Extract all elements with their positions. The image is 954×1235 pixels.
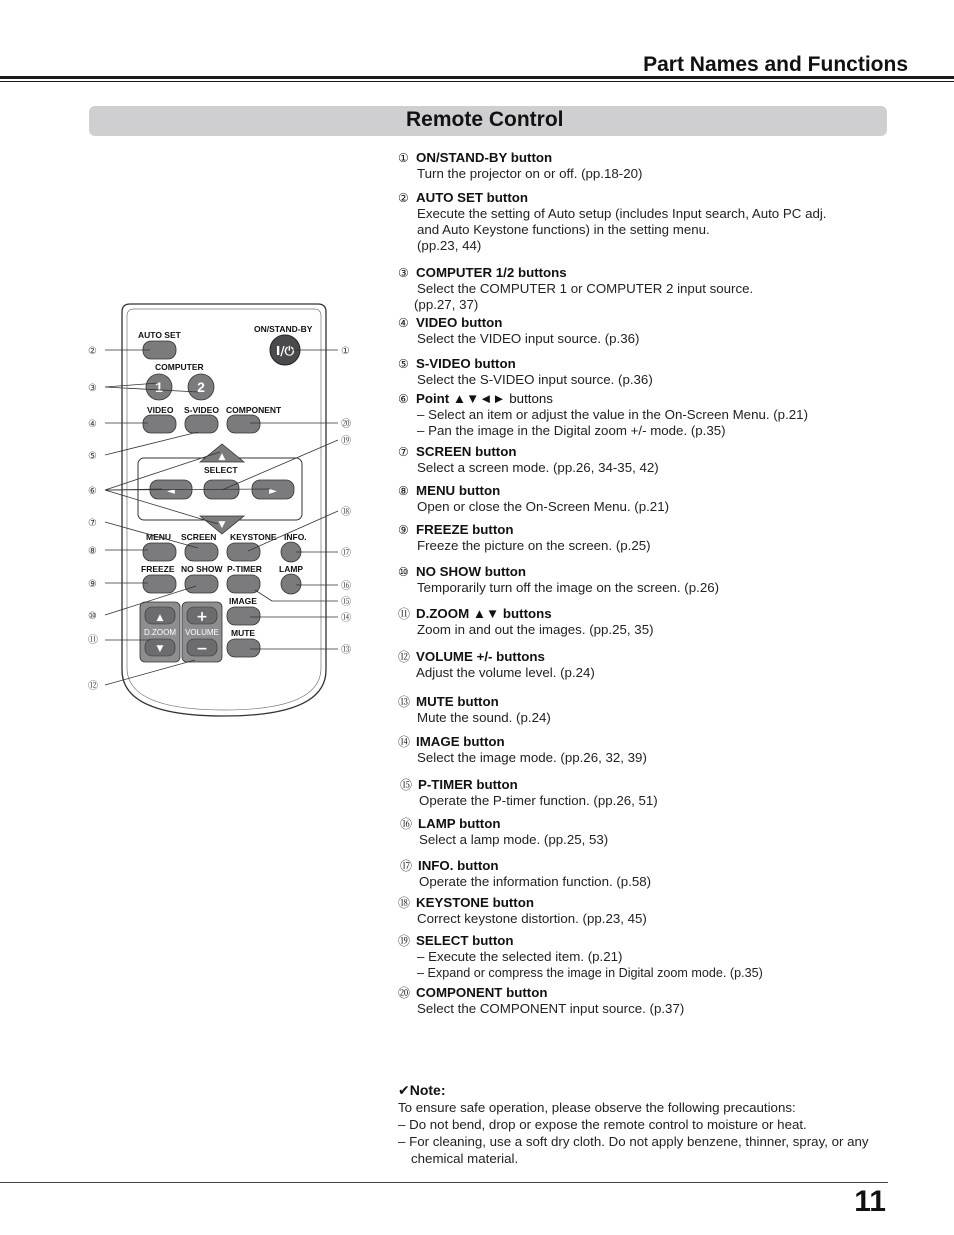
callout-4: ④ bbox=[88, 419, 97, 430]
no-show-button bbox=[185, 575, 218, 593]
lamp-label: LAMP bbox=[279, 564, 304, 574]
note-bullet-2: – For cleaning, use a soft dry cloth. Do not apply benzene, thinner, spray, or any chemical material. bbox=[398, 1134, 869, 1166]
item-menu bbox=[398, 483, 669, 515]
point-right-icon: ► bbox=[269, 486, 277, 497]
auto-set-label: AUTO SET bbox=[138, 330, 181, 340]
component-label: COMPONENT bbox=[226, 405, 282, 415]
item-number: ⑯ bbox=[400, 817, 413, 831]
item-number: ① bbox=[398, 151, 409, 165]
item-text: Zoom in and out the images. (pp.25, 35) bbox=[417, 622, 654, 637]
power-icon: I/⏻ bbox=[275, 344, 295, 358]
callout-17: ⑰ bbox=[341, 548, 351, 559]
keystone-button bbox=[227, 543, 260, 561]
item-screen bbox=[398, 444, 659, 476]
info-label: INFO. bbox=[284, 532, 307, 542]
item-number: ③ bbox=[398, 266, 409, 280]
p-timer-label: P-TIMER bbox=[227, 564, 262, 574]
item-text: – Pan the image in the Digital zoom +/- mode. (p.35) bbox=[417, 423, 726, 438]
item-text: COMPUTER 1/2 buttons bbox=[416, 265, 567, 280]
component-button bbox=[227, 415, 260, 433]
item-text: (pp.23, 44) bbox=[417, 238, 482, 253]
item-heading bbox=[398, 444, 659, 460]
callout-16: ⑯ bbox=[341, 581, 351, 592]
lamp-button bbox=[281, 574, 301, 594]
callout-20: ⑳ bbox=[341, 419, 351, 430]
callout-8: ⑧ bbox=[88, 546, 97, 557]
page-title: Remote Control bbox=[406, 108, 564, 131]
callout-12: ⑫ bbox=[88, 681, 98, 692]
item-s-video bbox=[398, 356, 653, 388]
item-heading bbox=[398, 694, 551, 710]
item-text: Turn the projector on or off. (pp.18-20) bbox=[417, 166, 643, 181]
d-zoom-up-icon: ▲ bbox=[156, 613, 164, 623]
volume-minus-icon: − bbox=[196, 641, 208, 657]
item-text: Freeze the picture on the screen. (p.25) bbox=[417, 538, 651, 553]
item-image bbox=[398, 734, 647, 766]
callout-18: ⑱ bbox=[341, 507, 351, 518]
item-text: (pp.27, 37) bbox=[414, 297, 479, 312]
item-text: VOLUME +/- buttons bbox=[416, 649, 545, 664]
menu-label: MENU bbox=[146, 532, 172, 542]
s-video-button bbox=[185, 415, 218, 433]
item-number: ⑩ bbox=[398, 565, 409, 579]
callout-9: ⑨ bbox=[88, 579, 97, 590]
volume-label: VOLUME bbox=[185, 628, 219, 637]
item-heading bbox=[398, 315, 639, 331]
section-header: Part Names and Functions bbox=[643, 53, 908, 76]
image-button bbox=[227, 607, 260, 625]
video-button bbox=[143, 415, 176, 433]
item-text: Open or close the On-Screen Menu. (p.21) bbox=[417, 499, 670, 514]
image-label: IMAGE bbox=[229, 596, 257, 606]
item-keystone bbox=[398, 895, 647, 927]
item-text: MUTE button bbox=[416, 694, 499, 709]
item-number: ⑪ bbox=[398, 607, 411, 621]
item-text: Select a screen mode. (pp.26, 34-35, 42) bbox=[417, 460, 659, 475]
callout-2: ② bbox=[88, 346, 97, 357]
item-freeze bbox=[398, 522, 651, 554]
freeze-button bbox=[143, 575, 176, 593]
item-number: ⑧ bbox=[398, 484, 409, 498]
item-text: Select the image mode. (pp.26, 32, 39) bbox=[417, 750, 647, 765]
item-select bbox=[398, 933, 763, 981]
item-text: and Auto Keystone functions) in the setting menu. bbox=[417, 222, 710, 237]
item-number: ② bbox=[398, 191, 409, 205]
item-heading bbox=[398, 356, 653, 372]
callout-15: ⑮ bbox=[341, 597, 351, 608]
callout-11: ⑪ bbox=[88, 635, 98, 646]
item-heading bbox=[398, 933, 763, 949]
item-text: buttons bbox=[505, 391, 553, 406]
item-heading bbox=[398, 895, 647, 911]
keystone-label: KEYSTONE bbox=[230, 532, 277, 542]
item-number: ⑥ bbox=[398, 392, 409, 406]
item-text: P-TIMER button bbox=[418, 777, 518, 792]
note-title: ✔Note: bbox=[398, 1082, 446, 1098]
item-component bbox=[398, 985, 684, 1017]
item-heading bbox=[398, 734, 647, 750]
callout-10: ⑩ bbox=[88, 611, 97, 622]
item-on-standby bbox=[398, 150, 642, 182]
item-text: FREEZE button bbox=[416, 522, 514, 537]
item-computer bbox=[398, 265, 753, 313]
item-text: Operate the information function. (p.58) bbox=[419, 874, 652, 889]
callout-6: ⑥ bbox=[88, 486, 97, 497]
mute-button bbox=[227, 639, 260, 657]
item-text: MENU button bbox=[416, 483, 501, 498]
item-heading bbox=[398, 985, 684, 1001]
item-text: – Expand or compress the image in Digital zoom mode. (p.35) bbox=[417, 966, 763, 980]
freeze-label: FREEZE bbox=[141, 564, 175, 574]
item-text: Correct keystone distortion. (pp.23, 45) bbox=[417, 911, 647, 926]
item-number: ④ bbox=[398, 316, 409, 330]
item-heading bbox=[398, 606, 654, 622]
menu-button bbox=[143, 543, 176, 561]
item-lamp bbox=[400, 816, 608, 848]
callout-3: ③ bbox=[88, 383, 97, 394]
item-heading bbox=[398, 564, 719, 580]
point-up-icon: ▲ bbox=[218, 452, 226, 462]
item-number: ⑲ bbox=[398, 934, 411, 948]
point-down-icon: ▼ bbox=[218, 520, 226, 530]
item-text: Mute the sound. (p.24) bbox=[417, 710, 551, 725]
item-text: ON/STAND-BY button bbox=[416, 150, 553, 165]
computer-2-digit: 2 bbox=[197, 379, 205, 395]
item-heading bbox=[398, 190, 827, 206]
volume-plus-icon: + bbox=[196, 609, 208, 625]
item-number: ⑫ bbox=[398, 650, 411, 664]
item-text: Point ▲▼◄► bbox=[416, 391, 506, 406]
item-text: – Execute the selected item. (p.21) bbox=[417, 949, 623, 964]
d-zoom-down-icon: ▼ bbox=[156, 644, 164, 654]
note-intro: To ensure safe operation, please observe the following precautions: bbox=[398, 1100, 796, 1115]
item-heading bbox=[400, 816, 608, 832]
item-text: SELECT button bbox=[416, 933, 514, 948]
item-text: Select the S-VIDEO input source. (p.36) bbox=[417, 372, 653, 387]
note-bullet-1: – Do not bend, drop or expose the remote control to moisture or heat. bbox=[398, 1117, 807, 1132]
item-text: – Select an item or adjust the value in the On-Screen Menu. (p.21) bbox=[417, 407, 808, 422]
item-heading bbox=[398, 522, 651, 538]
item-number: ⑨ bbox=[398, 523, 409, 537]
item-text: Operate the P-timer function. (pp.26, 51) bbox=[419, 793, 658, 808]
item-heading bbox=[400, 777, 658, 793]
item-heading bbox=[398, 391, 808, 407]
item-text: KEYSTONE button bbox=[416, 895, 534, 910]
item-number: ⑳ bbox=[398, 986, 411, 1000]
item-text: COMPONENT button bbox=[416, 985, 548, 1000]
item-heading bbox=[398, 649, 595, 665]
on-standby-label: ON/STAND-BY bbox=[254, 324, 313, 334]
computer-label: COMPUTER bbox=[155, 362, 204, 372]
callout-14: ⑭ bbox=[341, 613, 351, 624]
item-text: Select a lamp mode. (pp.25, 53) bbox=[419, 832, 609, 847]
point-left-icon: ◄ bbox=[167, 486, 175, 497]
item-p-timer bbox=[400, 777, 658, 809]
select-label: SELECT bbox=[204, 465, 238, 475]
computer-1-digit: 1 bbox=[155, 379, 163, 395]
callout-19: ⑲ bbox=[341, 436, 351, 447]
item-number: ⑰ bbox=[400, 859, 413, 873]
item-number: ⑱ bbox=[398, 896, 411, 910]
item-video bbox=[398, 315, 639, 347]
item-volume bbox=[398, 649, 595, 681]
item-text: LAMP button bbox=[418, 816, 501, 831]
item-text: IMAGE button bbox=[416, 734, 505, 749]
footer-rule bbox=[0, 1182, 888, 1183]
item-heading bbox=[398, 150, 642, 166]
item-number: ⑬ bbox=[398, 695, 411, 709]
item-text: NO SHOW button bbox=[416, 564, 527, 579]
item-text: Select the COMPUTER 1 or COMPUTER 2 input source. bbox=[417, 281, 754, 296]
item-info bbox=[400, 858, 651, 890]
page-number: 11 bbox=[854, 1185, 886, 1218]
item-heading bbox=[400, 858, 651, 874]
item-text: VIDEO button bbox=[416, 315, 503, 330]
item-heading bbox=[398, 483, 669, 499]
screen-label: SCREEN bbox=[181, 532, 217, 542]
item-no-show bbox=[398, 564, 719, 596]
item-text: SCREEN button bbox=[416, 444, 517, 459]
item-number: ⑮ bbox=[400, 778, 413, 792]
item-text: Execute the setting of Auto setup (includes Input search, Auto PC adj. bbox=[417, 206, 827, 221]
item-point bbox=[398, 391, 808, 439]
callout-13: ⑬ bbox=[341, 645, 351, 656]
item-number: ⑭ bbox=[398, 735, 411, 749]
item-text: Select the COMPONENT input source. (p.37) bbox=[417, 1001, 685, 1016]
item-text: D.ZOOM ▲▼ buttons bbox=[416, 606, 552, 621]
callout-5: ⑤ bbox=[88, 451, 97, 462]
no-show-label: NO SHOW bbox=[181, 564, 223, 574]
item-d-zoom bbox=[398, 606, 654, 638]
item-number: ⑦ bbox=[398, 445, 409, 459]
item-mute bbox=[398, 694, 551, 726]
item-text: AUTO SET button bbox=[416, 190, 529, 205]
item-text: INFO. button bbox=[418, 858, 499, 873]
d-zoom-label: D.ZOOM bbox=[144, 628, 176, 637]
item-text: S-VIDEO button bbox=[416, 356, 516, 371]
note-box bbox=[398, 1082, 878, 1167]
video-label: VIDEO bbox=[147, 405, 174, 415]
callout-7: ⑦ bbox=[88, 518, 97, 529]
item-heading bbox=[398, 265, 753, 281]
mute-label: MUTE bbox=[231, 628, 256, 638]
item-auto-set bbox=[398, 190, 827, 254]
callout-1: ① bbox=[341, 346, 350, 357]
item-text: Temporarily turn off the image on the screen. (p.26) bbox=[417, 580, 720, 595]
item-text: Adjust the volume level. (p.24) bbox=[416, 665, 595, 680]
item-text: Select the VIDEO input source. (p.36) bbox=[417, 331, 640, 346]
s-video-label: S-VIDEO bbox=[184, 405, 219, 415]
item-number: ⑤ bbox=[398, 357, 409, 371]
